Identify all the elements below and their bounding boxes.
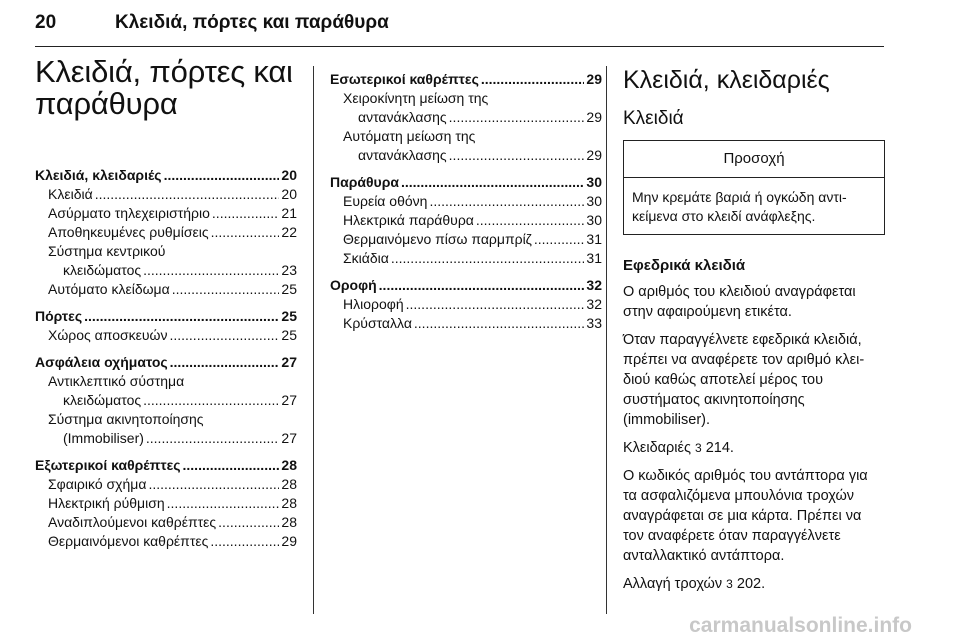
caution-title: Προσοχή bbox=[624, 141, 884, 178]
toc-entry[interactable] bbox=[35, 280, 297, 299]
paragraph-3 bbox=[623, 438, 885, 458]
toc-entry[interactable] bbox=[330, 192, 602, 211]
toc-entry[interactable] bbox=[35, 223, 297, 242]
toc-page-number: 29 bbox=[586, 71, 602, 87]
toc-entry-text: Ευρεία οθόνη bbox=[343, 193, 428, 209]
toc-entry-text: Κρύσταλλα bbox=[343, 315, 412, 331]
toc-entry-text: Ηλιοροφή bbox=[343, 296, 404, 312]
toc-dot-leader bbox=[218, 513, 279, 532]
toc-dot-leader bbox=[84, 307, 279, 326]
toc-dot-leader bbox=[534, 230, 585, 249]
toc-dot-leader bbox=[164, 166, 280, 185]
toc-entry-text: Παράθυρα bbox=[330, 174, 399, 190]
toc-entry-text: Χώρος αποσκευών bbox=[48, 327, 168, 343]
toc-page-number: 25 bbox=[281, 281, 297, 297]
toc-entry-text: Σφαιρικό σχήμα bbox=[48, 476, 147, 492]
page-reference-icon: 3 bbox=[695, 441, 702, 455]
chapter-title-line-1: Κλειδιά, πόρτες και bbox=[35, 54, 293, 89]
toc-entry-text: Σύστημα κεντρικού bbox=[48, 243, 166, 259]
column-3 bbox=[623, 56, 885, 602]
toc-entry-text: Χειροκίνητη μείωση της bbox=[343, 90, 489, 106]
running-title: Κλειδιά, πόρτες και παράθυρα bbox=[115, 12, 389, 33]
paragraph-5 bbox=[623, 574, 885, 594]
toc-entry[interactable] bbox=[330, 230, 602, 249]
toc-entry[interactable] bbox=[330, 249, 602, 268]
toc-entry-text: κλειδώματος bbox=[63, 262, 142, 278]
toc-section[interactable] bbox=[35, 353, 297, 372]
page-reference-icon: 3 bbox=[726, 577, 733, 591]
toc-dot-leader bbox=[183, 456, 280, 475]
table-of-contents-1 bbox=[35, 166, 297, 551]
toc-entry[interactable] bbox=[330, 127, 602, 146]
toc-entry[interactable] bbox=[35, 326, 297, 345]
toc-page-number: 29 bbox=[281, 533, 297, 549]
toc-page-number: 30 bbox=[586, 212, 602, 228]
toc-entry-text: Αναδιπλούμενοι καθρέπτες bbox=[48, 514, 217, 530]
locks-reference-text: Κλειδαριές bbox=[623, 440, 691, 456]
toc-dot-leader bbox=[167, 494, 280, 513]
toc-entry[interactable] bbox=[35, 372, 297, 391]
toc-section[interactable] bbox=[330, 276, 602, 295]
toc-entry[interactable] bbox=[35, 391, 297, 410]
toc-entry-text: Αντικλεπτικό σύστημα bbox=[48, 373, 185, 389]
toc-dot-leader bbox=[211, 223, 280, 242]
toc-section[interactable] bbox=[330, 70, 602, 89]
toc-entry[interactable] bbox=[330, 295, 602, 314]
toc-section[interactable] bbox=[35, 166, 297, 185]
wheel-change-reference-page[interactable]: 202. bbox=[736, 576, 766, 592]
watermark: carmanualsonline.info bbox=[689, 614, 912, 637]
toc-entry-text: Σκιάδια bbox=[343, 250, 389, 266]
toc-dot-leader bbox=[406, 295, 585, 314]
toc-page-number: 21 bbox=[281, 205, 297, 221]
toc-dot-leader bbox=[143, 261, 279, 280]
locks-reference-page[interactable]: 214. bbox=[705, 440, 734, 456]
toc-entry-text: Κλειδιά, κλειδαριές bbox=[35, 167, 162, 183]
toc-entry[interactable] bbox=[330, 89, 602, 108]
toc-entry-text: Ασφάλεια οχήματος bbox=[35, 354, 168, 370]
wheel-change-reference-text: Αλλαγή τροχών bbox=[623, 576, 723, 592]
caution-text: Μην κρεμάτε βαριά ή ογκώδη αντι-κείμενα στο κλειδί ανάφλεξης. bbox=[632, 189, 847, 224]
toc-page-number: 30 bbox=[586, 193, 602, 209]
toc-section[interactable] bbox=[330, 173, 602, 192]
header-rule bbox=[35, 46, 884, 47]
toc-dot-leader bbox=[210, 532, 279, 551]
toc-entry-text: αντανάκλασης bbox=[358, 147, 447, 163]
paragraph-1: Ο αριθμός του κλειδιού αναγράφεται στην αφαιρούμενη ετικέτα. bbox=[623, 284, 856, 320]
toc-page-number: 31 bbox=[586, 250, 602, 266]
toc-page-number: 28 bbox=[281, 476, 297, 492]
toc-entry-text: Ηλεκτρική ρύθμιση bbox=[48, 495, 165, 511]
toc-page-number: 25 bbox=[281, 308, 297, 324]
toc-page-number: 22 bbox=[281, 224, 297, 240]
toc-dot-leader bbox=[449, 108, 585, 127]
toc-page-number: 32 bbox=[586, 296, 602, 312]
toc-page-number: 25 bbox=[281, 327, 297, 343]
toc-section[interactable] bbox=[35, 456, 297, 475]
toc-entry-text: Οροφή bbox=[330, 277, 377, 293]
toc-entry[interactable] bbox=[330, 146, 602, 165]
paragraph-4: Ο κωδικός αριθμός του αντάπτορα για τα ασφαλιζόμενα μπουλόνια τροχών αναγράφεται σε μια κάρτα. Πρέπει να τον αναφέρετε όταν παραγγέλνετε ανταλλακτικό αντάπτορα. bbox=[623, 468, 868, 564]
toc-entry[interactable] bbox=[35, 242, 297, 261]
toc-dot-leader bbox=[170, 353, 280, 372]
toc-dot-leader bbox=[401, 173, 584, 192]
toc-page-number: 27 bbox=[281, 392, 297, 408]
toc-entry-text: Αυτόματο κλείδωμα bbox=[48, 281, 170, 297]
toc-page-number: 31 bbox=[586, 231, 602, 247]
table-of-contents-2 bbox=[330, 70, 602, 333]
toc-page-number: 20 bbox=[281, 167, 297, 183]
toc-entry[interactable] bbox=[35, 475, 297, 494]
toc-dot-leader bbox=[172, 280, 280, 299]
column-2 bbox=[330, 56, 602, 333]
toc-entry[interactable] bbox=[35, 532, 297, 551]
toc-entry-text: Πόρτες bbox=[35, 308, 83, 324]
paragraph-2: Όταν παραγγέλνετε εφεδρικά κλειδιά, πρέπει να αναφέρετε τον αριθμό κλει-διού καθώς αποτελεί μέρος του συστήματος ακινητοποίησης (immobiliser). bbox=[623, 332, 865, 428]
toc-dot-leader bbox=[169, 326, 279, 345]
toc-page-number: 29 bbox=[586, 147, 602, 163]
toc-dot-leader bbox=[95, 185, 280, 204]
toc-section[interactable] bbox=[35, 307, 297, 326]
toc-dot-leader bbox=[146, 429, 280, 448]
subsection-heading: Κλειδιά bbox=[623, 108, 684, 129]
page-header bbox=[0, 0, 960, 46]
toc-dot-leader bbox=[414, 314, 585, 333]
toc-entry-text: Εξωτερικοί καθρέπτες bbox=[35, 457, 181, 473]
toc-entry-text: Εσωτερικοί καθρέπτες bbox=[330, 71, 479, 87]
toc-page-number: 28 bbox=[281, 514, 297, 530]
toc-entry[interactable] bbox=[330, 314, 602, 333]
toc-page-number: 28 bbox=[281, 495, 297, 511]
toc-page-number: 29 bbox=[586, 109, 602, 125]
toc-dot-leader bbox=[429, 192, 584, 211]
toc-entry-text: Σύστημα ακινητοποίησης bbox=[48, 411, 204, 427]
toc-entry-text: Κλειδιά bbox=[48, 186, 93, 202]
toc-entry[interactable] bbox=[35, 204, 297, 223]
spare-keys-heading: Εφεδρικά κλειδιά bbox=[623, 257, 746, 274]
toc-entry-text: αντανάκλασης bbox=[358, 109, 447, 125]
caution-box bbox=[623, 140, 885, 235]
toc-page-number: 28 bbox=[281, 457, 297, 473]
chapter-title-line-2: παράθυρα bbox=[35, 86, 178, 121]
toc-dot-leader bbox=[212, 204, 280, 223]
page-number: 20 bbox=[35, 12, 57, 33]
toc-entry-text: Θερμαινόμενοι καθρέπτες bbox=[48, 533, 209, 549]
toc-entry[interactable] bbox=[35, 261, 297, 280]
column-1 bbox=[35, 56, 297, 551]
toc-page-number: 27 bbox=[281, 430, 297, 446]
toc-page-number: 23 bbox=[281, 262, 297, 278]
toc-entry[interactable] bbox=[330, 211, 602, 230]
toc-entry-text: Αυτόματη μείωση της bbox=[343, 128, 476, 144]
toc-dot-leader bbox=[143, 391, 279, 410]
column-divider-2 bbox=[606, 66, 607, 614]
toc-page-number: 33 bbox=[586, 315, 602, 331]
toc-entry[interactable] bbox=[35, 494, 297, 513]
toc-dot-leader bbox=[391, 249, 585, 268]
toc-dot-leader bbox=[481, 70, 585, 89]
toc-entry-text: Ασύρματο τηλεχειριστήριο bbox=[48, 205, 210, 221]
toc-entry[interactable] bbox=[330, 108, 602, 127]
toc-dot-leader bbox=[148, 475, 279, 494]
column-divider-1 bbox=[313, 66, 314, 614]
section-heading: Κλειδιά, κλειδαριές bbox=[623, 66, 830, 94]
toc-page-number: 20 bbox=[281, 186, 297, 202]
toc-dot-leader bbox=[379, 276, 585, 295]
toc-entry[interactable] bbox=[35, 410, 297, 429]
toc-entry-text: (Immobiliser) bbox=[63, 430, 144, 446]
toc-page-number: 27 bbox=[281, 354, 297, 370]
toc-dot-leader bbox=[476, 211, 585, 230]
toc-entry-text: Αποθηκευμένες ρυθμίσεις bbox=[48, 224, 209, 240]
toc-dot-leader bbox=[449, 146, 585, 165]
toc-entry[interactable] bbox=[35, 429, 297, 448]
chapter-title bbox=[35, 56, 297, 120]
toc-page-number: 32 bbox=[586, 277, 602, 293]
toc-entry-text: Ηλεκτρικά παράθυρα bbox=[343, 212, 474, 228]
toc-entry[interactable] bbox=[35, 185, 297, 204]
toc-entry[interactable] bbox=[35, 513, 297, 532]
toc-entry-text: Θερμαινόμενο πίσω παρμπρίζ bbox=[343, 231, 532, 247]
toc-entry-text: κλειδώματος bbox=[63, 392, 142, 408]
toc-page-number: 30 bbox=[586, 174, 602, 190]
